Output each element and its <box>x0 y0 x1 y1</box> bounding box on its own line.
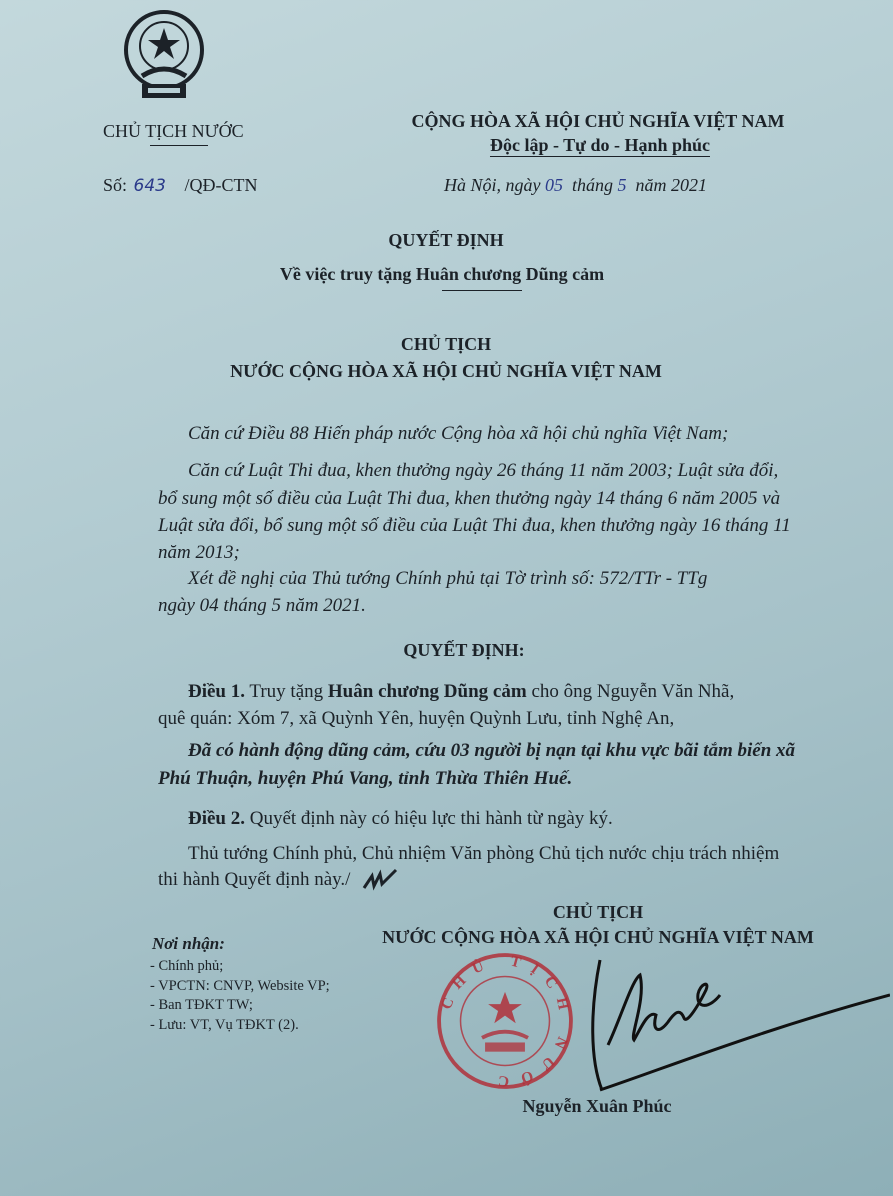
document-number <box>103 175 257 196</box>
article-3-line: Thủ tướng Chính phủ, Chủ nhiệm Văn phòng Chủ tịch nước chịu trách nhiệm <box>188 843 780 864</box>
signer-title2-text: NƯỚC CỘNG HÒA XÃ HỘI CHỦ NGHĨA VIỆT NAM <box>382 927 814 947</box>
handwritten-signature <box>560 950 890 1105</box>
subject-text: Về việc truy tặng Huân chương Dũng cảm <box>279 264 605 284</box>
authority-text2: NƯỚC CỘNG HÒA XÃ HỘI CHỦ NGHĨA VIỆT NAM <box>230 361 662 381</box>
preamble-line: Luật sửa đổi, bổ sung một số điều của Luật Thi đua, khen thưởng ngày 16 tháng 11 <box>158 515 791 536</box>
article-1 <box>188 681 734 703</box>
seal-text: CHỦ TỊCH NƯỚC <box>437 952 574 1090</box>
authority-line1 <box>400 334 536 355</box>
decision-heading <box>403 640 585 661</box>
date-month-label: tháng <box>572 175 614 195</box>
article-1-reason: Phú Thuận, huyện Phú Vang, tỉnh Thừa Thiên Huế. <box>158 768 573 789</box>
motto <box>489 135 820 157</box>
article-2-text: Quyết định này có hiệu lực thi hành từ ngày ký. <box>249 808 613 829</box>
signer-name-text: Nguyễn Xuân Phúc <box>522 1096 672 1116</box>
preamble-line: Căn cứ Luật Thi đua, khen thưởng ngày 26 tháng 11 năm 2003; Luật sửa đổi, <box>188 460 779 481</box>
signer-title1 <box>552 902 688 923</box>
subject-underline <box>442 290 522 291</box>
article-1-reason: Đã có hành động dũng cảm, cứu 03 người bị nạn tại khu vực bãi tắm biển xã <box>188 740 796 761</box>
country-name <box>411 111 893 132</box>
recipients-title: Nơi nhận: <box>152 934 225 953</box>
motto-text: Độc lập - Tự do - Hạnh phúc <box>489 135 711 155</box>
signer-name <box>522 1096 746 1117</box>
article-2-label: Điều 2. <box>188 808 245 829</box>
date-month: 5 <box>617 175 627 195</box>
article-1-award: Huân chương Dũng cảm <box>327 681 527 702</box>
recipient-item: - VPCTN: CNVP, Website VP; <box>150 978 330 994</box>
signer-title2 <box>382 927 893 948</box>
number-label: Số: <box>103 175 128 195</box>
official-seal <box>436 952 574 1095</box>
article-1-line2: quê quán: Xóm 7, xã Quỳnh Yên, huyện Quỳnh Lưu, tỉnh Nghệ An, <box>158 708 675 729</box>
national-emblem-icon <box>112 4 216 113</box>
preamble-line: Căn cứ Điều 88 Hiến pháp nước Cộng hòa xã hội chủ nghĩa Việt Nam; <box>188 423 729 444</box>
date-year: năm 2021 <box>635 175 708 195</box>
issuer-text: CHỦ TỊCH NƯỚC <box>103 121 244 141</box>
decision-heading-text: QUYẾT ĐỊNH: <box>403 640 525 660</box>
document-date <box>444 175 707 196</box>
article-1-pre: Truy tặng <box>249 681 324 702</box>
country-text: CỘNG HÒA XÃ HỘI CHỦ NGHĨA VIỆT NAM <box>411 111 785 131</box>
signer-title1-text: CHỦ TỊCH <box>552 902 644 922</box>
number-suffix: /QĐ-CTN <box>184 175 258 195</box>
recipient-item: - Lưu: VT, Vụ TĐKT (2). <box>150 1017 299 1033</box>
authority-text1: CHỦ TỊCH <box>400 334 492 354</box>
preamble-line: ngày 04 tháng 5 năm 2021. <box>158 595 366 616</box>
recipient-item: - Chính phủ; <box>150 958 224 974</box>
authority-line2 <box>230 361 878 382</box>
preamble-line: Xét đề nghị của Thủ tướng Chính phủ tại Tờ trình số: 572/TTr - TTg <box>188 568 708 589</box>
number-handwritten: 643 <box>133 176 166 196</box>
article-1-post: cho ông Nguyễn Văn Nhã, <box>531 681 735 702</box>
article-2 <box>188 808 613 830</box>
initial-mark-icon <box>362 866 398 897</box>
preamble-line: bổ sung một số điều của Luật Thi đua, khen thưởng ngày 14 tháng 6 năm 2005 và <box>158 488 781 509</box>
article-3-line: thi hành Quyết định này./ <box>158 869 351 890</box>
article-1-label: Điều 1. <box>188 681 245 702</box>
title-heading: QUYẾT ĐỊNH <box>388 230 504 250</box>
recipient-item: - Ban TĐKT TW; <box>150 997 253 1013</box>
issuer-name <box>103 121 244 142</box>
date-place: Hà Nội, ngày <box>444 175 541 195</box>
preamble-line: năm 2013; <box>158 542 240 563</box>
issuer-underline <box>150 145 208 146</box>
document-subject <box>279 264 766 285</box>
date-day: 05 <box>545 175 563 195</box>
document-title <box>388 230 561 251</box>
